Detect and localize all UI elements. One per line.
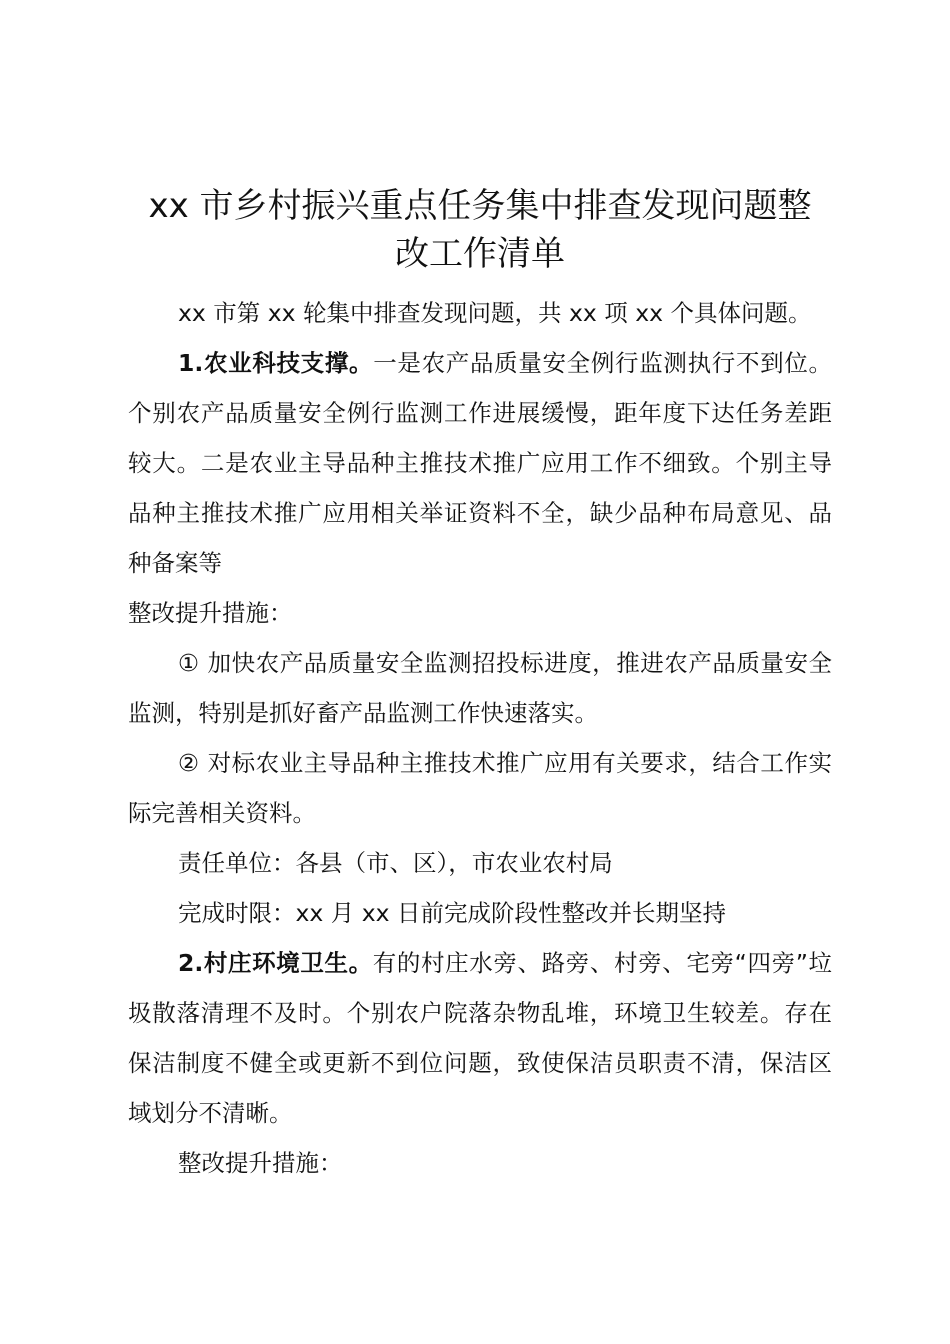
title-line-1: xx 市乡村振兴重点任务集中排查发现问题整: [148, 186, 812, 226]
section-1-body: 一是农产品质量安全例行监测执行不到位。个别农产品质量安全例行监测工作进展缓慢，距年度下达任务差距较大。二是农业主导品种主推技术推广应用工作不细致。个别主导品种主推技术推广应用相关举证资料不全，缺少品种布局意见、品种备案等: [128, 349, 833, 577]
section-2-measures-label: 整改提升措施：: [178, 1149, 343, 1177]
section-1-responsible-unit: 责任单位：各县（市、区），市农业农村局: [178, 849, 613, 877]
section-1-measure-2: ② 对标农业主导品种主推技术推广应用有关要求，结合工作实际完善相关资料。: [128, 749, 832, 827]
section-2-heading: 2.村庄环境卫生。: [178, 949, 373, 977]
document-page: [128, 182, 832, 1188]
section-1-paragraph: [128, 338, 832, 588]
section-1-deadline: 完成时限：xx 月 xx 日前完成阶段性整改并长期坚持: [178, 899, 727, 927]
section-2-body: 有的村庄水旁、路旁、村旁、宅旁“四旁”垃圾散落清理不及时。个别农户院落杂物乱堆，环境卫生较差。存在保洁制度不健全或更新不到位问题，致使保洁员职责不清，保洁区域划分不清晰。: [128, 949, 832, 1127]
document-title: [128, 182, 832, 278]
section-1-heading: 1.农业科技支撑。: [178, 349, 374, 377]
section-2-paragraph: [128, 938, 832, 1138]
title-line-2: 改工作清单: [395, 234, 565, 274]
intro-paragraph: xx 市第 xx 轮集中排查发现问题，共 xx 项 xx 个具体问题。: [178, 299, 812, 327]
section-1-measure-1: ① 加快农产品质量安全监测招投标进度，推进农产品质量安全监测，特别是抓好畜产品监测工作快速落实。: [128, 649, 832, 727]
section-1-measures-label: 整改提升措施：: [128, 599, 293, 627]
